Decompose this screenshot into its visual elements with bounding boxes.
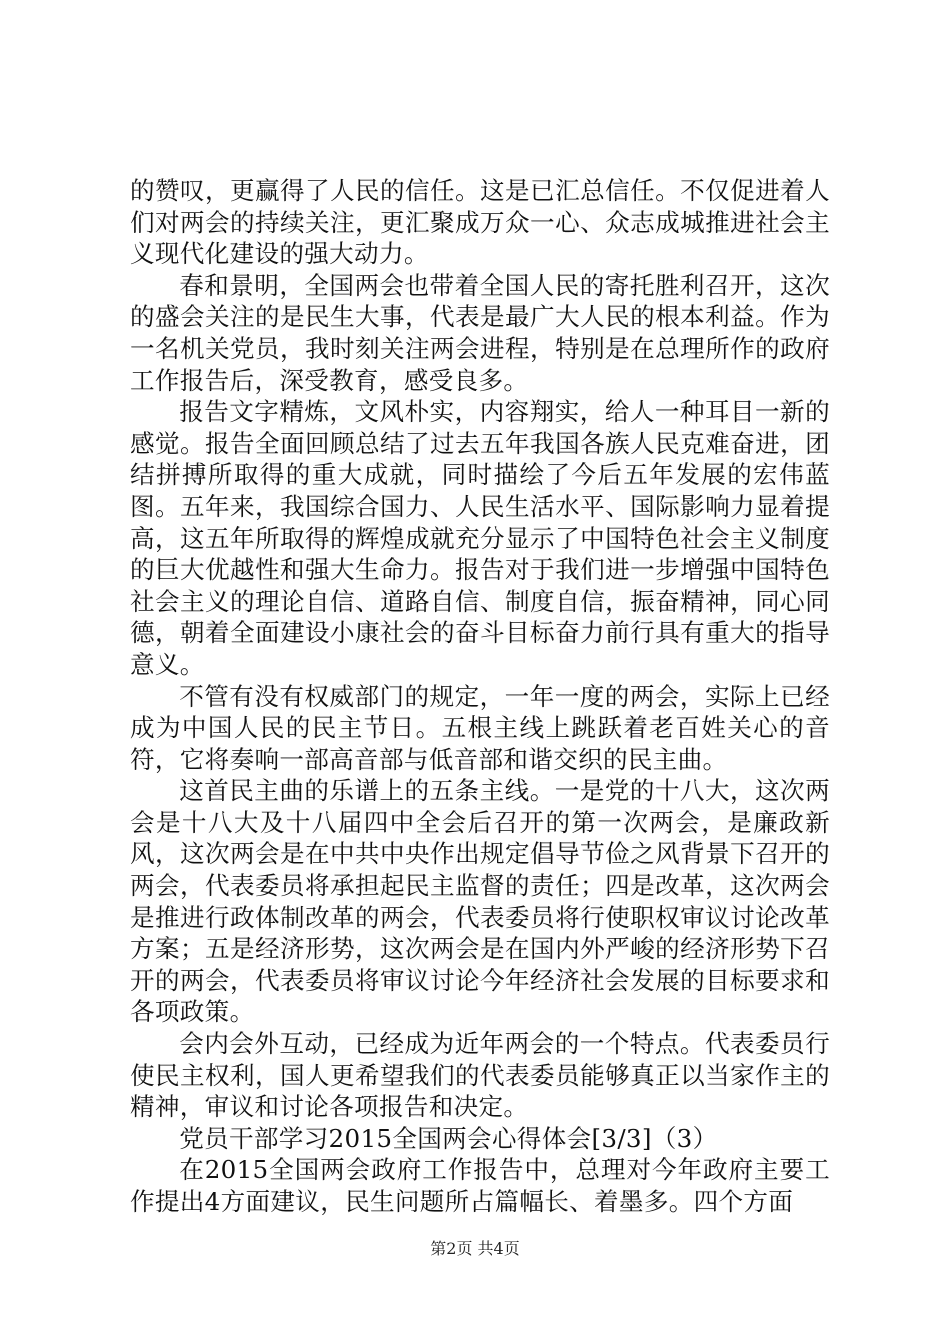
paragraph: 报告文字精炼，文风朴实，内容翔实，给人一种耳目一新的感觉。报告全面回顾总结了过去五年我国各族人民克难奋进，团结拼搏所取得的重大成就，同时描绘了今后五年发展的宏伟蓝图。五年来，我国综合国力、人民生活水平、国际影响力显着提高，这五年所取得的辉煌成就充分显示了中国特色社会主义制度的巨大优越性和强大生命力。报告对于我们进一步增强中国特色社会主义的理论自信、道路自信、制度自信，振奋精神，同心同德，朝着全面建设小康社会的奋斗目标奋力前行具有重大的指导意义。 xyxy=(130,397,830,679)
document-body xyxy=(130,175,830,1218)
page-footer: 第2页 共4页 xyxy=(430,1239,520,1258)
paragraph: 会内会外互动，已经成为近年两会的一个特点。代表委员行使民主权利，国人更希望我们的代表委员能够真正以当家作主的精神，审议和讨论各项报告和决定。 xyxy=(130,1029,830,1122)
section-heading: 党员干部学习2015全国两会心得体会[3/3]（3） xyxy=(179,1123,718,1153)
paragraph: 这首民主曲的乐谱上的五条主线。一是党的十八大，这次两会是十八大及十八届四中全会后召开的第一次两会，是廉政新风，这次两会是在中共中央作出规定倡导节俭之风背景下召开的两会，代表委员将承担起民主监督的责任；四是改革，这次两会是推进行政体制改革的两会，代表委员将行使职权审议讨论改革方案；五是经济形势，这次两会是在国内外严峻的经济形势下召开的两会，代表委员将审议讨论今年经济社会发展的目标要求和各项政策。 xyxy=(130,776,830,1027)
paragraph-continuation: 的赞叹，更赢得了人民的信任。这是已汇总信任。不仅促进着人们对两会的持续关注，更汇聚成万众一心、众志成城推进社会主义现代化建设的强大动力。 xyxy=(130,176,830,269)
paragraph: 不管有没有权威部门的规定，一年一度的两会，实际上已经成为中国人民的民主节日。五根主线上跳跃着老百姓关心的音符，它将奏响一部高音部与低音部和谐交织的民主曲。 xyxy=(130,681,830,774)
paragraph: 春和景明，全国两会也带着全国人民的寄托胜利召开，这次的盛会关注的是民生大事，代表是最广大人民的根本利益。作为一名机关党员，我时刻关注两会进程，特别是在总理所作的政府工作报告后，深受教育，感受良多。 xyxy=(130,270,830,395)
paragraph: 在2015全国两会政府工作报告中，总理对今年政府主要工作提出4方面建议，民生问题所占篇幅长、着墨多。四个方面 xyxy=(130,1155,830,1216)
